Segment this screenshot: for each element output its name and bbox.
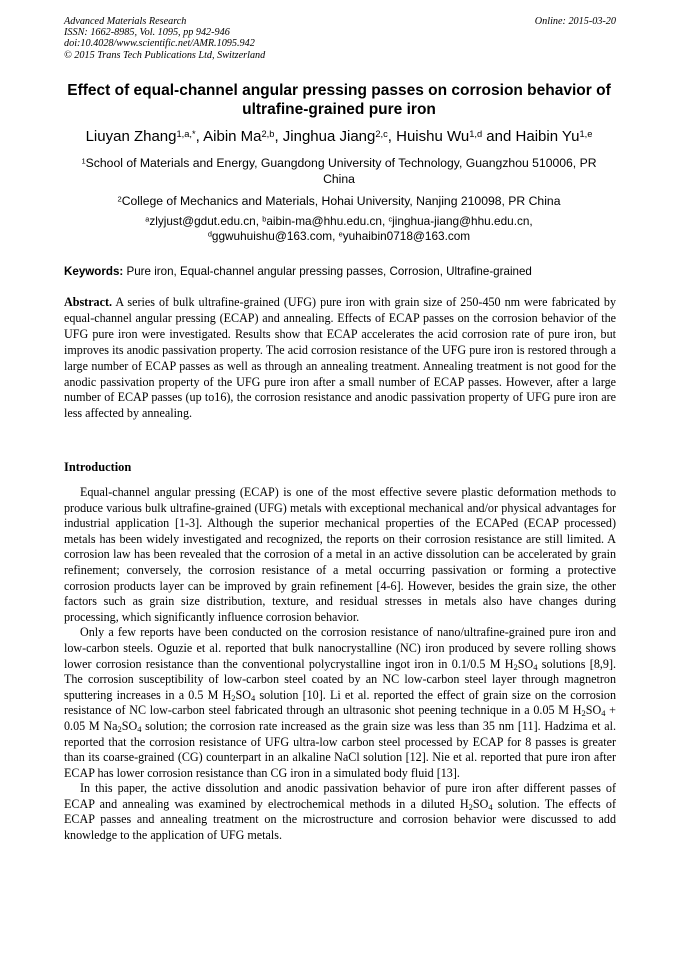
author-name: Aibin Ma (203, 128, 262, 145)
keywords-text: Pure iron, Equal-channel angular pressing passes, Corrosion, Ultrafine-grained (123, 265, 532, 278)
affiliation-text: School of Materials and Energy, Guangdong University of Technology, Guangzhou 510006, PR China (85, 156, 597, 186)
online-date: Online: 2015-03-20 (534, 16, 616, 27)
author-affiliation-mark: 1,e (579, 128, 593, 139)
email-mark: e (338, 229, 343, 239)
paragraph: Equal-channel angular pressing (ECAP) is one of the most effective severe plastic deformation methods to produce various bulk ultrafine-grained (UFG) metals with exceptional mechanical and/or physical advantages for industrial application [1-3]. Although the superior mechanical properties of the ECAPed (ECAP processed) metals has been widely investigated and recognized, the reports on their corrosion resistance are still limited. A corrosion law has been revealed that the corrosion of a metal in an active dissolution can be accelerated by grain refinement; conversely, the corrosion resistance of a metal occurring passivation or forming a protective corrosion products layer can be improved by grain refinement [4-6]. However, besides the grain size, the other factors such as grain size distribution, texture, and residual stresses in metals also have changes during processing, which significantly influence corrosion behavior. (64, 485, 616, 624)
author-name: Haibin Yu (515, 128, 580, 145)
paragraph: Only a few reports have been conducted on the corrosion resistance of nano/ultrafine-grained pure iron and low-carbon steels. Oguzie et al. reported that bulk nanocrystalline (NC) iron produced by severe rolling shows lower corrosion resistance than the conventional polycrystalline ingot iron in 0.1/0.5 M $H_2SO_4$ solutions [8,9]. The corrosion susceptibility of low-carbon steel coated by an NC low-carbon steel layer through magnetron sputtering increases in a 0.5 M $H_2SO_4$ solution [10]. Li et al. reported the effect of grain size on the corrosion resistance of NC low-carbon steel fabricated through an ultrasonic shot peening technique in a 0.05 M $H_2SO_4 + 0.05$ M $Na_2SO_4$ solution; the corrosion rate increased as the grain size was less than 35 nm [11]. Hadzima et al. reported that the corrosion resistance of UFG ultra-low carbon steel processed by ECAP for 8 passes is greater than its coarse-grained (CG) counterpart in an alkaline NaCl solution [12]. Nie et al. reported that pure iron after ECAP has lower corrosion resistance than CG iron in a simulated body fluid [13]. (64, 625, 616, 780)
author-separator: , (195, 128, 204, 145)
email-address[interactable]: aibin-ma@hhu.edu.cn, (266, 214, 389, 228)
introduction-body (64, 485, 616, 844)
email-mark: a (145, 214, 150, 224)
keywords-label: Keywords: (64, 265, 124, 278)
author-name: Liuyan Zhang (85, 128, 177, 145)
email-mark: d (207, 229, 212, 239)
author-list (30, 128, 648, 146)
author-separator: and (482, 128, 516, 145)
email-address[interactable]: zlyjust@gdut.edu.cn, (149, 214, 263, 228)
author-affiliation-mark: 2,b (261, 128, 275, 139)
affiliation-mark: 1 (81, 156, 86, 166)
author-separator: , (274, 128, 283, 145)
author-affiliation-mark: 1,a,* (176, 128, 196, 139)
journal-issn: ISSN: 1662-8985, Vol. 1095, pp 942-946 (64, 27, 230, 39)
author-emails (64, 214, 614, 244)
affiliation-2 (64, 193, 614, 209)
paragraph: In this paper, the active dissolution and anodic passivation behavior of pure iron after different passes of ECAP and annealing was examined by electrochemical methods in a diluted $H_2SO_4$ solution. The effects of ECAP passes and annealing treatment on the microstructure and corrosion behavior were discussed to add knowledge to the application of UFG metals. (64, 781, 616, 843)
journal-header (64, 16, 616, 61)
journal-name: Advanced Materials Research (64, 16, 187, 27)
email-mark: c (388, 214, 393, 224)
abstract-label: Abstract. (64, 295, 113, 309)
affiliation-mark: 2 (117, 194, 122, 204)
email-mark: b (262, 214, 267, 224)
affiliation-text: College of Mechanics and Materials, Hohai University, Nanjing 210098, PR China (121, 194, 561, 208)
paper-title: Effect of equal-channel angular pressing passes on corrosion behavior of ultrafine-grained pure iron (67, 82, 611, 118)
abstract-text: A series of bulk ultrafine-grained (UFG) pure iron with grain size of 250-450 nm were fabricated by equal-channel angular pressing (ECAP) and annealing. Effects of ECAP passes on the corrosion behavior of the UFG pure iron were investigated. Results show that ECAP accelerates the acid corrosion rate of pure iron, but improves its anodic passivation property. The acid corrosion resistance of the UFG pure iron is restored through a large number of ECAP passes as well as through an annealing treatment. Annealing treatment is not good for the anodic passivation property of the UFG pure iron after a small number of ECAP passes. However, after a large number of ECAP passes (up to16), the corrosion resistance and anodic passivation property of UFG pure iron are less affected by annealing. (64, 295, 616, 421)
journal-doi: doi:10.4028/www.scientific.net/AMR.1095.942 (64, 38, 255, 50)
author-name: Huishu Wu (396, 128, 470, 145)
email-address[interactable]: yuhaibin0718@163.com (342, 229, 471, 243)
affiliation-1 (64, 155, 614, 187)
email-address[interactable]: ggwuhuishu@163.com, (211, 229, 339, 243)
email-address[interactable]: jinghua-jiang@hhu.edu.cn, (392, 214, 533, 228)
section-heading-introduction: Introduction (64, 460, 132, 474)
journal-info (64, 16, 616, 61)
abstract (64, 295, 616, 422)
author-affiliation-mark: 1,d (469, 128, 483, 139)
journal-copyright: © 2015 Trans Tech Publications Ltd, Switzerland (64, 49, 266, 61)
keywords (64, 264, 616, 279)
author-affiliation-mark: 2,c (375, 128, 388, 139)
author-separator: , (387, 128, 397, 145)
author-name: Jinghua Jiang (282, 128, 376, 145)
